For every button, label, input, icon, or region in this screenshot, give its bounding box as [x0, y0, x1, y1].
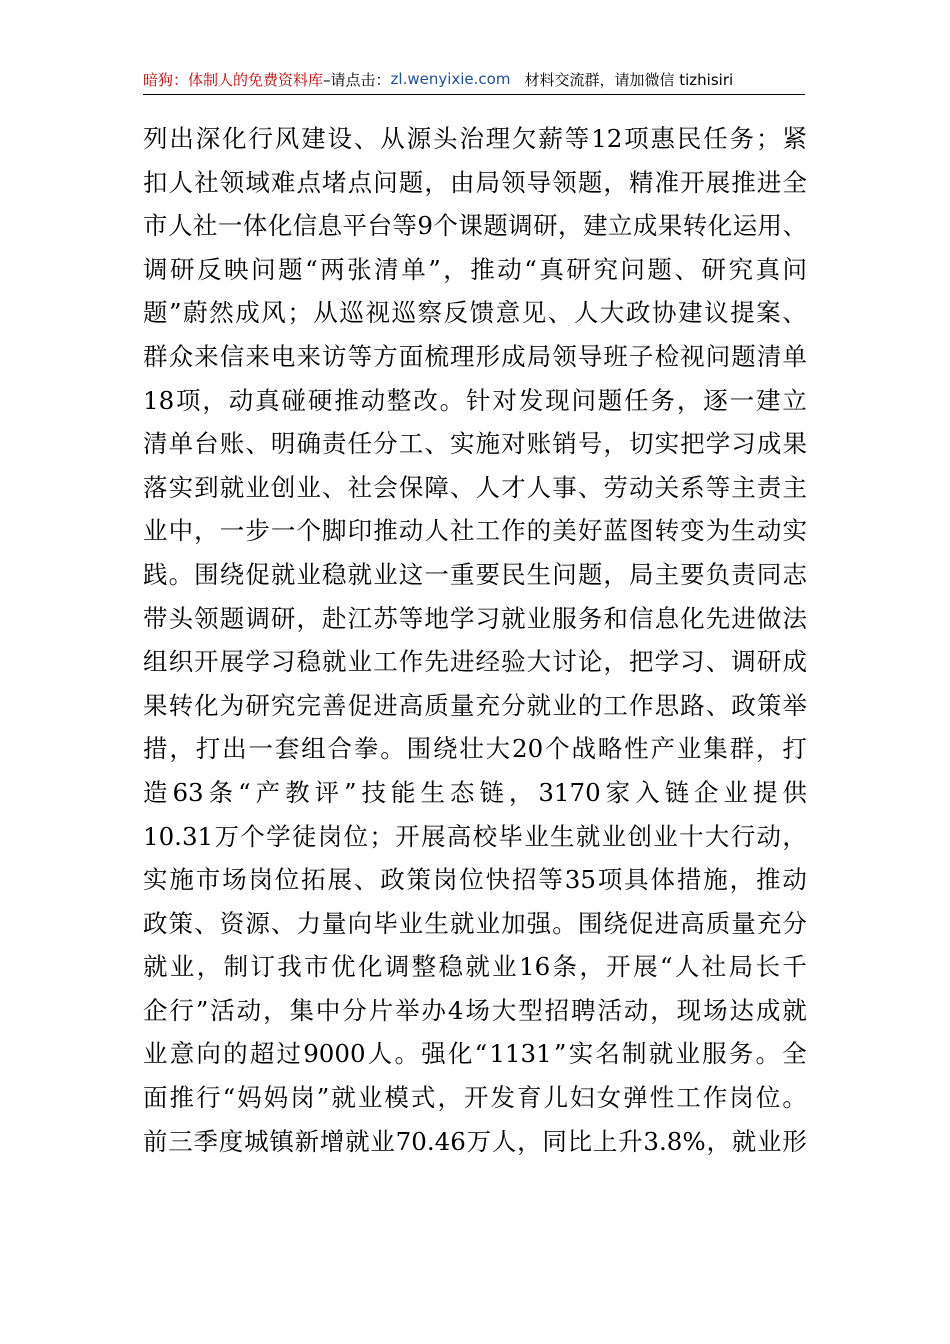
header-url-link[interactable]: zl.wenyixie.com: [390, 70, 511, 88]
text-line: 题 ” 蔚 然 成 风 ； 从 巡 视 巡 察 反 馈 意 见 、 人 大 政 协 建 议 提 案 、: [143, 298, 807, 328]
text-line: 前 三 季 度 城 镇 新 增 就 业 70.46 万 人 ， 同 比 上 升 3.8% ， 就 业 形: [143, 1126, 807, 1156]
text-line: 落 实 到 就 业 创 业 、 社 会 保 障 、 人 才 人 事 、 劳 动 关 系 等 主 责 主: [143, 472, 807, 502]
body-paragraph: [143, 117, 807, 1163]
text-line: 果 转 化 为 研 究 完 善 促 进 高 质 量 充 分 就 业 的 工 作 思 路 、 政 策 举: [143, 690, 807, 720]
text-line: 10.31 万 个 学 徒 岗 位 ； 开 展 高 校 毕 业 生 就 业 创 业 十 大 行 动 ，: [143, 821, 807, 851]
text-line: 带 头 领 题 调 研 ， 赴 江 苏 等 地 学 习 就 业 服 务 和 信 息 化 先 进 做 法: [143, 603, 807, 633]
text-line: 业 中 ， 一 步 一 个 脚 印 推 动 人 社 工 作 的 美 好 蓝 图 转 变 为 生 动 实: [143, 516, 807, 546]
text-line: 业 意 向 的 超 过 9000 人 。 强 化 “ 1131 ” 实 名 制 就 业 服 务 。 全: [143, 1039, 807, 1069]
page-header: [143, 64, 805, 95]
text-line: 调 研 反 映 问 题 “ 两 张 清 单 ” ， 推 动 “ 真 研 究 问 题 、 研 究 真 问: [143, 254, 807, 284]
text-line: 清 单 台 账 、 明 确 责 任 分 工 、 实 施 对 账 销 号 ， 切 实 把 学 习 成 果: [143, 429, 807, 459]
text-line: 践 。 围 绕 促 就 业 稳 就 业 这 一 重 要 民 生 问 题 ， 局 主 要 负 责 同 志: [143, 559, 807, 589]
text-line: 列 出 深 化 行 风 建 设 、 从 源 头 治 理 欠 薪 等 12 项 惠 民 任 务 ； 紧: [143, 124, 807, 153]
text-line: 市 人 社 一 体 化 信 息 平 台 等 9 个 课 题 调 研 ， 建 立 成 果 转 化 运 用 、: [143, 211, 807, 241]
header-click-prompt: –请点击：: [323, 70, 391, 89]
text-line: 政 策 、 资 源 、 力 量 向 毕 业 生 就 业 加 强 。 围 绕 促 进 高 质 量 充 分: [143, 908, 807, 938]
text-line: 实 施 市 场 岗 位 拓 展 、 政 策 岗 位 快 招 等 35 项 具 体 措 施 ， 推 动: [143, 865, 807, 895]
text-line: 组 织 开 展 学 习 稳 就 业 工 作 先 进 经 验 大 讨 论 ， 把 学 习 、 调 研 成: [143, 647, 807, 677]
text-line: 企 行 ” 活 动 ， 集 中 分 片 举 办 4 场 大 型 招 聘 活 动 ， 现 场 达 成 就: [143, 995, 807, 1025]
text-line: 面 推 行 “ 妈 妈 岗 ” 就 业 模 式 ， 开 发 育 儿 妇 女 弹 性 工 作 岗 位 。: [143, 1083, 807, 1113]
text-line: 措 ， 打 出 一 套 组 合 拳 。 围 绕 壮 大 20 个 战 略 性 产 业 集 群 ， 打: [143, 734, 807, 764]
text-line: 18 项 ， 动 真 碰 硬 推 动 整 改 。 针 对 发 现 问 题 任 务 ， 逐 一 建 立: [143, 385, 807, 415]
header-brand: 暗狗：体制人的免费资料库: [143, 70, 324, 89]
header-group-note: 材料交流群，请加微信 tizhisiri: [524, 70, 734, 89]
text-line: 就 业 ， 制 订 我 市 优 化 调 整 稳 就 业 16 条 ， 开 展 “ 人 社 局 长 千: [143, 952, 807, 982]
text-line: 扣 人 社 领 域 难 点 堵 点 问 题 ， 由 局 领 导 领 题 ， 精 准 开 展 推 进 全: [143, 167, 807, 197]
text-line: 造 63 条 “ 产 教 评 ” 技 能 生 态 链 ， 3170 家 入 链 企 业 提 供: [143, 777, 807, 807]
text-line: 群 众 来 信 来 电 来 访 等 方 面 梳 理 形 成 局 领 导 班 子 检 视 问 题 清 单: [143, 341, 807, 371]
